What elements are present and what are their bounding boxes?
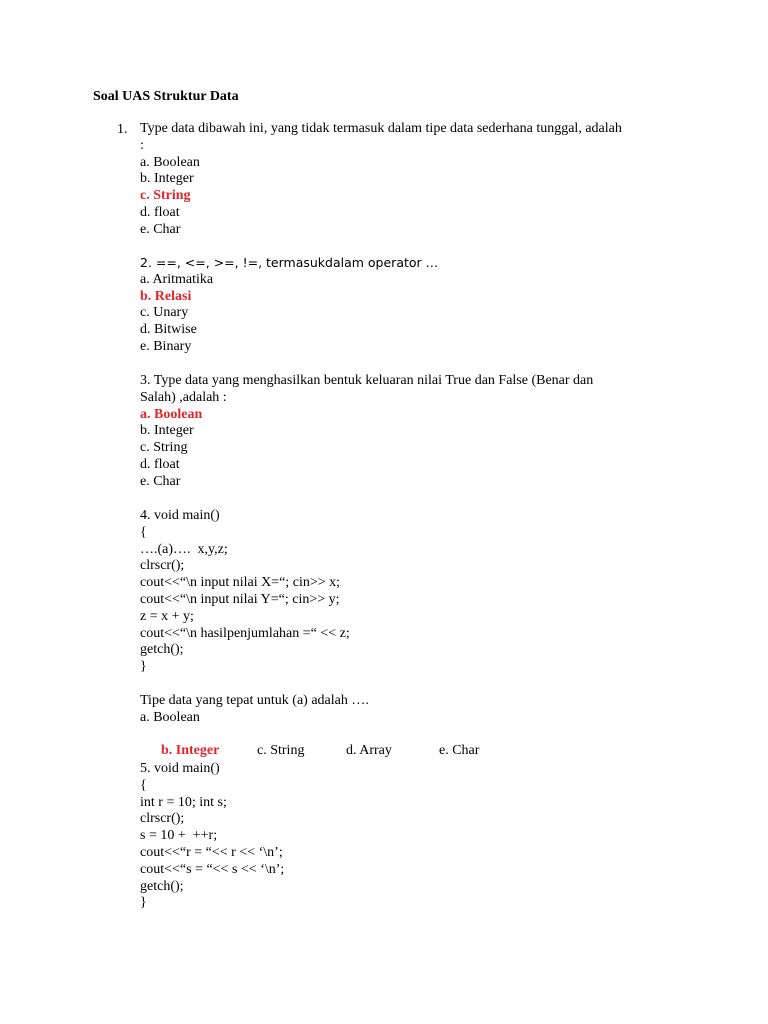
q2-option-b-answer: b. Relasi: [140, 288, 192, 304]
q1-option-b: b. Integer: [140, 171, 194, 187]
q3-text-line2: Salah) ,adalah :: [140, 389, 227, 405]
q5-code-line: s = 10 + ++r;: [140, 828, 218, 844]
q4-option-d: d. Array: [346, 743, 392, 759]
q4-code-line: ….(a)…. x,y,z;: [140, 541, 228, 557]
q4-code-line: 4. void main(): [140, 508, 220, 523]
q5-code-line: cout<<“s = “<< s << ‘\n’;: [140, 861, 285, 877]
question-3: [140, 373, 700, 491]
q5-code-line: int r = 10; int s;: [140, 794, 227, 810]
q5-code-line: clrscr();: [140, 811, 185, 827]
question-1: [140, 121, 700, 239]
q5-code-line: cout<<“r = “<< r << ‘\n’;: [140, 844, 283, 860]
q5-code-line: getch();: [140, 878, 184, 894]
document-title: Soal UAS Struktur Data: [93, 89, 239, 104]
q1-option-a: a. Boolean: [140, 154, 200, 170]
q4-code-line: cout<<“\n hasilpenjumlahan =“ << z;: [140, 625, 350, 641]
q1-option-d: d. float: [140, 204, 180, 220]
q1-text: Type data dibawah ini, yang tidak termasuk dalam tipe data sederhana tunggal, adalah: [140, 121, 622, 136]
q1-option-e: e. Char: [140, 221, 181, 237]
q4-question: Tipe data yang tepat untuk (a) adalah ….: [140, 693, 369, 708]
q3-option-e: e. Char: [140, 473, 181, 489]
question-4-options: [140, 693, 700, 759]
q4-code-line: {: [140, 524, 147, 540]
q3-option-a-answer: a. Boolean: [140, 406, 203, 422]
q2-option-d: d. Bitwise: [140, 322, 197, 338]
q4-code-line: cout<<“\n input nilai Y=“; cin>> y;: [140, 591, 340, 607]
q5-code-line: }: [140, 895, 147, 911]
q4-option-a: a. Boolean: [140, 709, 200, 725]
q4-option-e: e. Char: [439, 743, 480, 759]
q4-code-line: cout<<“\n input nilai X=“; cin>> x;: [140, 575, 341, 591]
q4-option-c: c. String: [257, 743, 305, 759]
question-5: [140, 761, 700, 912]
q2-option-e: e. Binary: [140, 338, 192, 354]
question-4: [140, 508, 700, 676]
q1-option-c-answer: c. String: [140, 188, 191, 204]
q4-option-b-answer: b. Integer: [161, 743, 220, 759]
q4-code-line: z = x + y;: [140, 608, 194, 624]
q2-option-c: c. Unary: [140, 305, 189, 321]
q3-option-d: d. float: [140, 456, 180, 472]
q4-code-line: getch();: [140, 642, 184, 658]
q1-text-tail: :: [140, 137, 144, 153]
q4-code-line: clrscr();: [140, 558, 185, 574]
q2-option-a: a. Aritmatika: [140, 271, 214, 287]
q4-code-line: }: [140, 659, 147, 675]
q5-code-line: {: [140, 777, 147, 793]
q3-text-line1: 3. Type data yang menghasilkan bentuk keluaran nilai True dan False (Benar dan: [140, 373, 594, 388]
q5-code-line: 5. void main(): [140, 761, 220, 776]
q3-option-b: b. Integer: [140, 423, 194, 439]
q2-text: 2. ==, <=, >=, !=, termasukdalam operator …: [140, 255, 439, 270]
question-2: [140, 255, 700, 356]
q3-option-c: c. String: [140, 440, 188, 456]
q1-number: 1.: [117, 122, 128, 137]
